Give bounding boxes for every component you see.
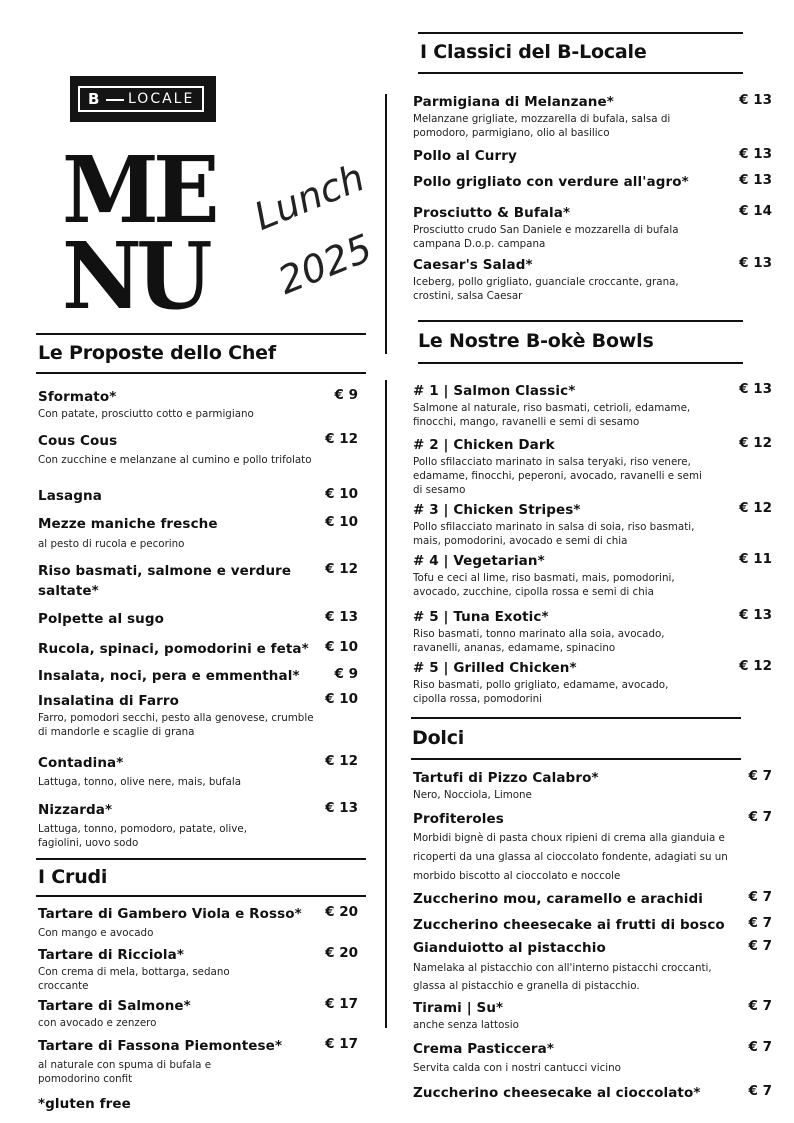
item-desc: Salmone al naturale, riso basmati, cetrioli, edamame, finocchi, mango, ravanelli e semi di sesamo (413, 402, 691, 428)
logo-frame (78, 86, 204, 112)
item-name: Lasagna (38, 488, 102, 504)
menu-item (413, 203, 703, 251)
menu-item (413, 381, 713, 429)
item-price: € 9 (334, 387, 358, 403)
logo-b: B (88, 90, 100, 108)
menu-item (38, 1036, 318, 1086)
menu-item (413, 255, 703, 303)
item-price: € 10 (325, 514, 358, 530)
item-price: € 12 (325, 561, 358, 577)
menu-item (413, 889, 723, 909)
item-price: € 7 (748, 915, 772, 931)
item-price: € 17 (325, 1036, 358, 1052)
item-name: Tartufi di Pizzo Calabro* (413, 770, 599, 786)
item-desc: Pollo sfilacciato marinato in salsa teryaki, riso venere, edamame, finocchi, peperoni, avocado, ravanelli e semi di sesamo (413, 456, 702, 496)
menu-item (413, 998, 713, 1032)
item-price: € 10 (325, 691, 358, 707)
item-desc: Nero, Nocciola, Limone (413, 789, 532, 801)
item-name: Cous Cous (38, 433, 118, 449)
menu-item (38, 996, 318, 1030)
item-name: Contadina* (38, 755, 124, 771)
item-price: € 12 (739, 500, 772, 516)
menu-item (413, 551, 703, 599)
divider (36, 333, 366, 335)
menu-item (413, 1083, 723, 1103)
item-desc: al naturale con spuma di bufala e pomodorino confit (38, 1059, 212, 1085)
menu-item (413, 92, 703, 140)
menu-item (413, 607, 703, 655)
item-name: Gianduiotto al pistacchio (413, 940, 606, 956)
item-price: € 13 (739, 381, 772, 397)
gluten-free-note: *gluten free (38, 1096, 131, 1112)
section-title-crudi: I Crudi (38, 866, 108, 888)
item-name: Tartare di Salmone* (38, 998, 191, 1014)
item-price: € 17 (325, 996, 358, 1012)
menu-item (38, 666, 328, 686)
section-title-classici: I Classici del B-Locale (420, 41, 647, 63)
item-name: Zuccherino mou, caramello e arachidi (413, 891, 704, 907)
item-name: Mezze maniche fresche (38, 516, 218, 532)
item-name: Polpette al sugo (38, 611, 165, 627)
item-name: Prosciutto & Bufala* (413, 205, 571, 221)
menu-item (38, 431, 318, 467)
menu-item (413, 809, 743, 886)
item-price: € 7 (748, 809, 772, 825)
menu-item (413, 768, 713, 802)
divider (36, 372, 366, 374)
item-name: Caesar's Salad* (413, 257, 533, 273)
item-name: Insalatina di Farro (38, 693, 180, 709)
menu-item (38, 691, 318, 739)
menu-item (38, 904, 328, 940)
menu-item (38, 945, 238, 993)
item-name: Zuccherino cheesecake al cioccolato* (413, 1085, 701, 1101)
item-desc: Lattuga, tonno, olive nere, mais, bufala (38, 776, 242, 788)
menu-item (413, 435, 713, 497)
item-price: € 12 (739, 435, 772, 451)
item-name: Tartare di Ricciola* (38, 947, 185, 963)
item-name: Insalata, noci, pera e emmenthal* (38, 668, 300, 684)
menu-item (413, 146, 703, 166)
item-desc: Namelaka al pistacchio con all'interno pistacchi croccanti, glassa al pistacchio e granella di pistacchio. (413, 962, 712, 992)
menu-item (413, 938, 733, 995)
item-desc: Tofu e ceci al lime, riso basmati, mais, pomodorini, avocado, zucchine, cipolla rossa e semi di chia (413, 572, 675, 598)
divider (418, 72, 743, 74)
divider (418, 362, 743, 364)
item-desc: al pesto di rucola e pecorino (38, 538, 185, 550)
divider (411, 758, 741, 760)
divider (411, 717, 741, 719)
item-desc: Con mango e avocado (38, 927, 154, 939)
item-price: € 14 (739, 203, 772, 219)
divider (36, 858, 366, 860)
divider (418, 32, 743, 34)
item-price: € 7 (748, 889, 772, 905)
item-name: Riso basmati, salmone e verdure saltate* (38, 563, 292, 599)
item-price: € 12 (739, 658, 772, 674)
menu-item (413, 1039, 713, 1075)
logo (70, 76, 216, 122)
item-price: € 20 (325, 945, 358, 961)
menu-item (413, 172, 713, 192)
item-name: Crema Pasticcera* (413, 1041, 555, 1057)
item-name: Pollo al Curry (413, 148, 517, 164)
item-price: € 7 (748, 768, 772, 784)
section-title-dolci: Dolci (412, 727, 465, 749)
menu-item (413, 915, 733, 935)
item-price: € 7 (748, 938, 772, 954)
item-name: Profiteroles (413, 811, 504, 827)
vertical-divider (385, 380, 387, 1028)
item-price: € 9 (334, 666, 358, 682)
item-price: € 12 (325, 431, 358, 447)
item-name: Zuccherino cheesecake ai frutti di bosco (413, 917, 725, 933)
item-price: € 13 (739, 92, 772, 108)
item-price: € 7 (748, 1083, 772, 1099)
item-name: # 1 | Salmon Classic* (413, 383, 576, 399)
item-price: € 11 (739, 551, 772, 567)
item-desc: Melanzane grigliate, mozzarella di bufala, salsa di pomodoro, parmigiano, olio al basilico (413, 113, 671, 139)
menu-item (413, 500, 718, 548)
logo-text: LOCALE (128, 91, 195, 107)
item-name: Tartare di Gambero Viola e Rosso* (38, 906, 302, 922)
divider (36, 895, 366, 897)
year-script: 2025 (272, 225, 379, 303)
menu-item (38, 561, 298, 601)
item-desc: Iceberg, pollo grigliato, guanciale croccante, grana, crostini, salsa Caesar (413, 276, 679, 302)
item-price: € 13 (739, 146, 772, 162)
item-desc: Con crema di mela, bottarga, sedano croccante (38, 966, 230, 992)
item-price: € 13 (325, 609, 358, 625)
section-title-chef: Le Proposte dello Chef (38, 342, 276, 364)
menu-item (413, 658, 703, 706)
menu-item (38, 639, 328, 659)
item-name: # 2 | Chicken Dark (413, 437, 555, 453)
menu-item (38, 800, 288, 850)
logo-line (106, 99, 124, 101)
item-price: € 13 (739, 255, 772, 271)
item-price: € 20 (325, 904, 358, 920)
vertical-divider (385, 94, 387, 354)
item-name: # 3 | Chicken Stripes* (413, 502, 581, 518)
item-price: € 13 (739, 607, 772, 623)
item-name: Parmigiana di Melanzane* (413, 94, 614, 110)
item-desc: Prosciutto crudo San Daniele e mozzarella di bufala campana D.o.p. campana (413, 224, 679, 250)
item-desc: Con zucchine e melanzane al cumino e pollo trifolato (38, 454, 312, 466)
item-desc: Farro, pomodori secchi, pesto alla genovese, crumble di mandorle e scaglie di grana (38, 712, 314, 738)
menu-title-line1: ME (62, 136, 214, 244)
divider (418, 320, 743, 322)
item-desc: Morbidi bignè di pasta choux ripieni di crema alla gianduia e ricoperti da una glassa al cioccolato fondente, adagiati su un morbido biscotto al cioccolato e noccole (413, 832, 728, 882)
item-desc: Servita calda con i nostri cantucci vicino (413, 1062, 621, 1074)
item-name: Nizzarda* (38, 802, 113, 818)
menu-item (38, 486, 318, 506)
menu-title-line2: NU (62, 222, 207, 330)
item-desc: anche senza lattosio (413, 1019, 519, 1031)
menu-item (38, 514, 318, 551)
item-name: Rucola, spinaci, pomodorini e feta* (38, 641, 309, 657)
item-desc: Con patate, prosciutto cotto e parmigiano (38, 408, 254, 420)
item-price: € 7 (748, 1039, 772, 1055)
item-name: # 5 | Grilled Chicken* (413, 660, 577, 676)
item-desc: Riso basmati, tonno marinato alla soia, avocado, ravanelli, ananas, edamame, spinacino (413, 628, 665, 654)
item-name: Tartare di Fassona Piemontese* (38, 1038, 283, 1054)
item-price: € 12 (325, 753, 358, 769)
item-price: € 10 (325, 486, 358, 502)
section-title-bowls: Le Nostre B-okè Bowls (418, 330, 654, 352)
menu-item (38, 753, 318, 789)
item-name: # 4 | Vegetarian* (413, 553, 545, 569)
item-desc: Pollo sfilacciato marinato in salsa di soia, riso basmati, mais, pomodorini, avocado e semi di chia (413, 521, 695, 547)
item-price: € 13 (739, 172, 772, 188)
item-desc: Lattuga, tonno, pomodoro, patate, olive, fagiolini, uovo sodo (38, 823, 247, 849)
menu-item (38, 609, 318, 629)
menu-item (38, 387, 328, 421)
item-name: Tirami | Su* (413, 1000, 504, 1016)
item-name: Pollo grigliato con verdure all'agro* (413, 174, 689, 190)
item-name: Sformato* (38, 389, 117, 405)
item-name: # 5 | Tuna Exotic* (413, 609, 549, 625)
item-price: € 13 (325, 800, 358, 816)
item-price: € 7 (748, 998, 772, 1014)
lunch-script: Lunch (248, 155, 371, 239)
item-price: € 10 (325, 639, 358, 655)
item-desc: Riso basmati, pollo grigliato, edamame, avocado, cipolla rossa, pomodorini (413, 679, 669, 705)
item-desc: con avocado e zenzero (38, 1017, 157, 1029)
